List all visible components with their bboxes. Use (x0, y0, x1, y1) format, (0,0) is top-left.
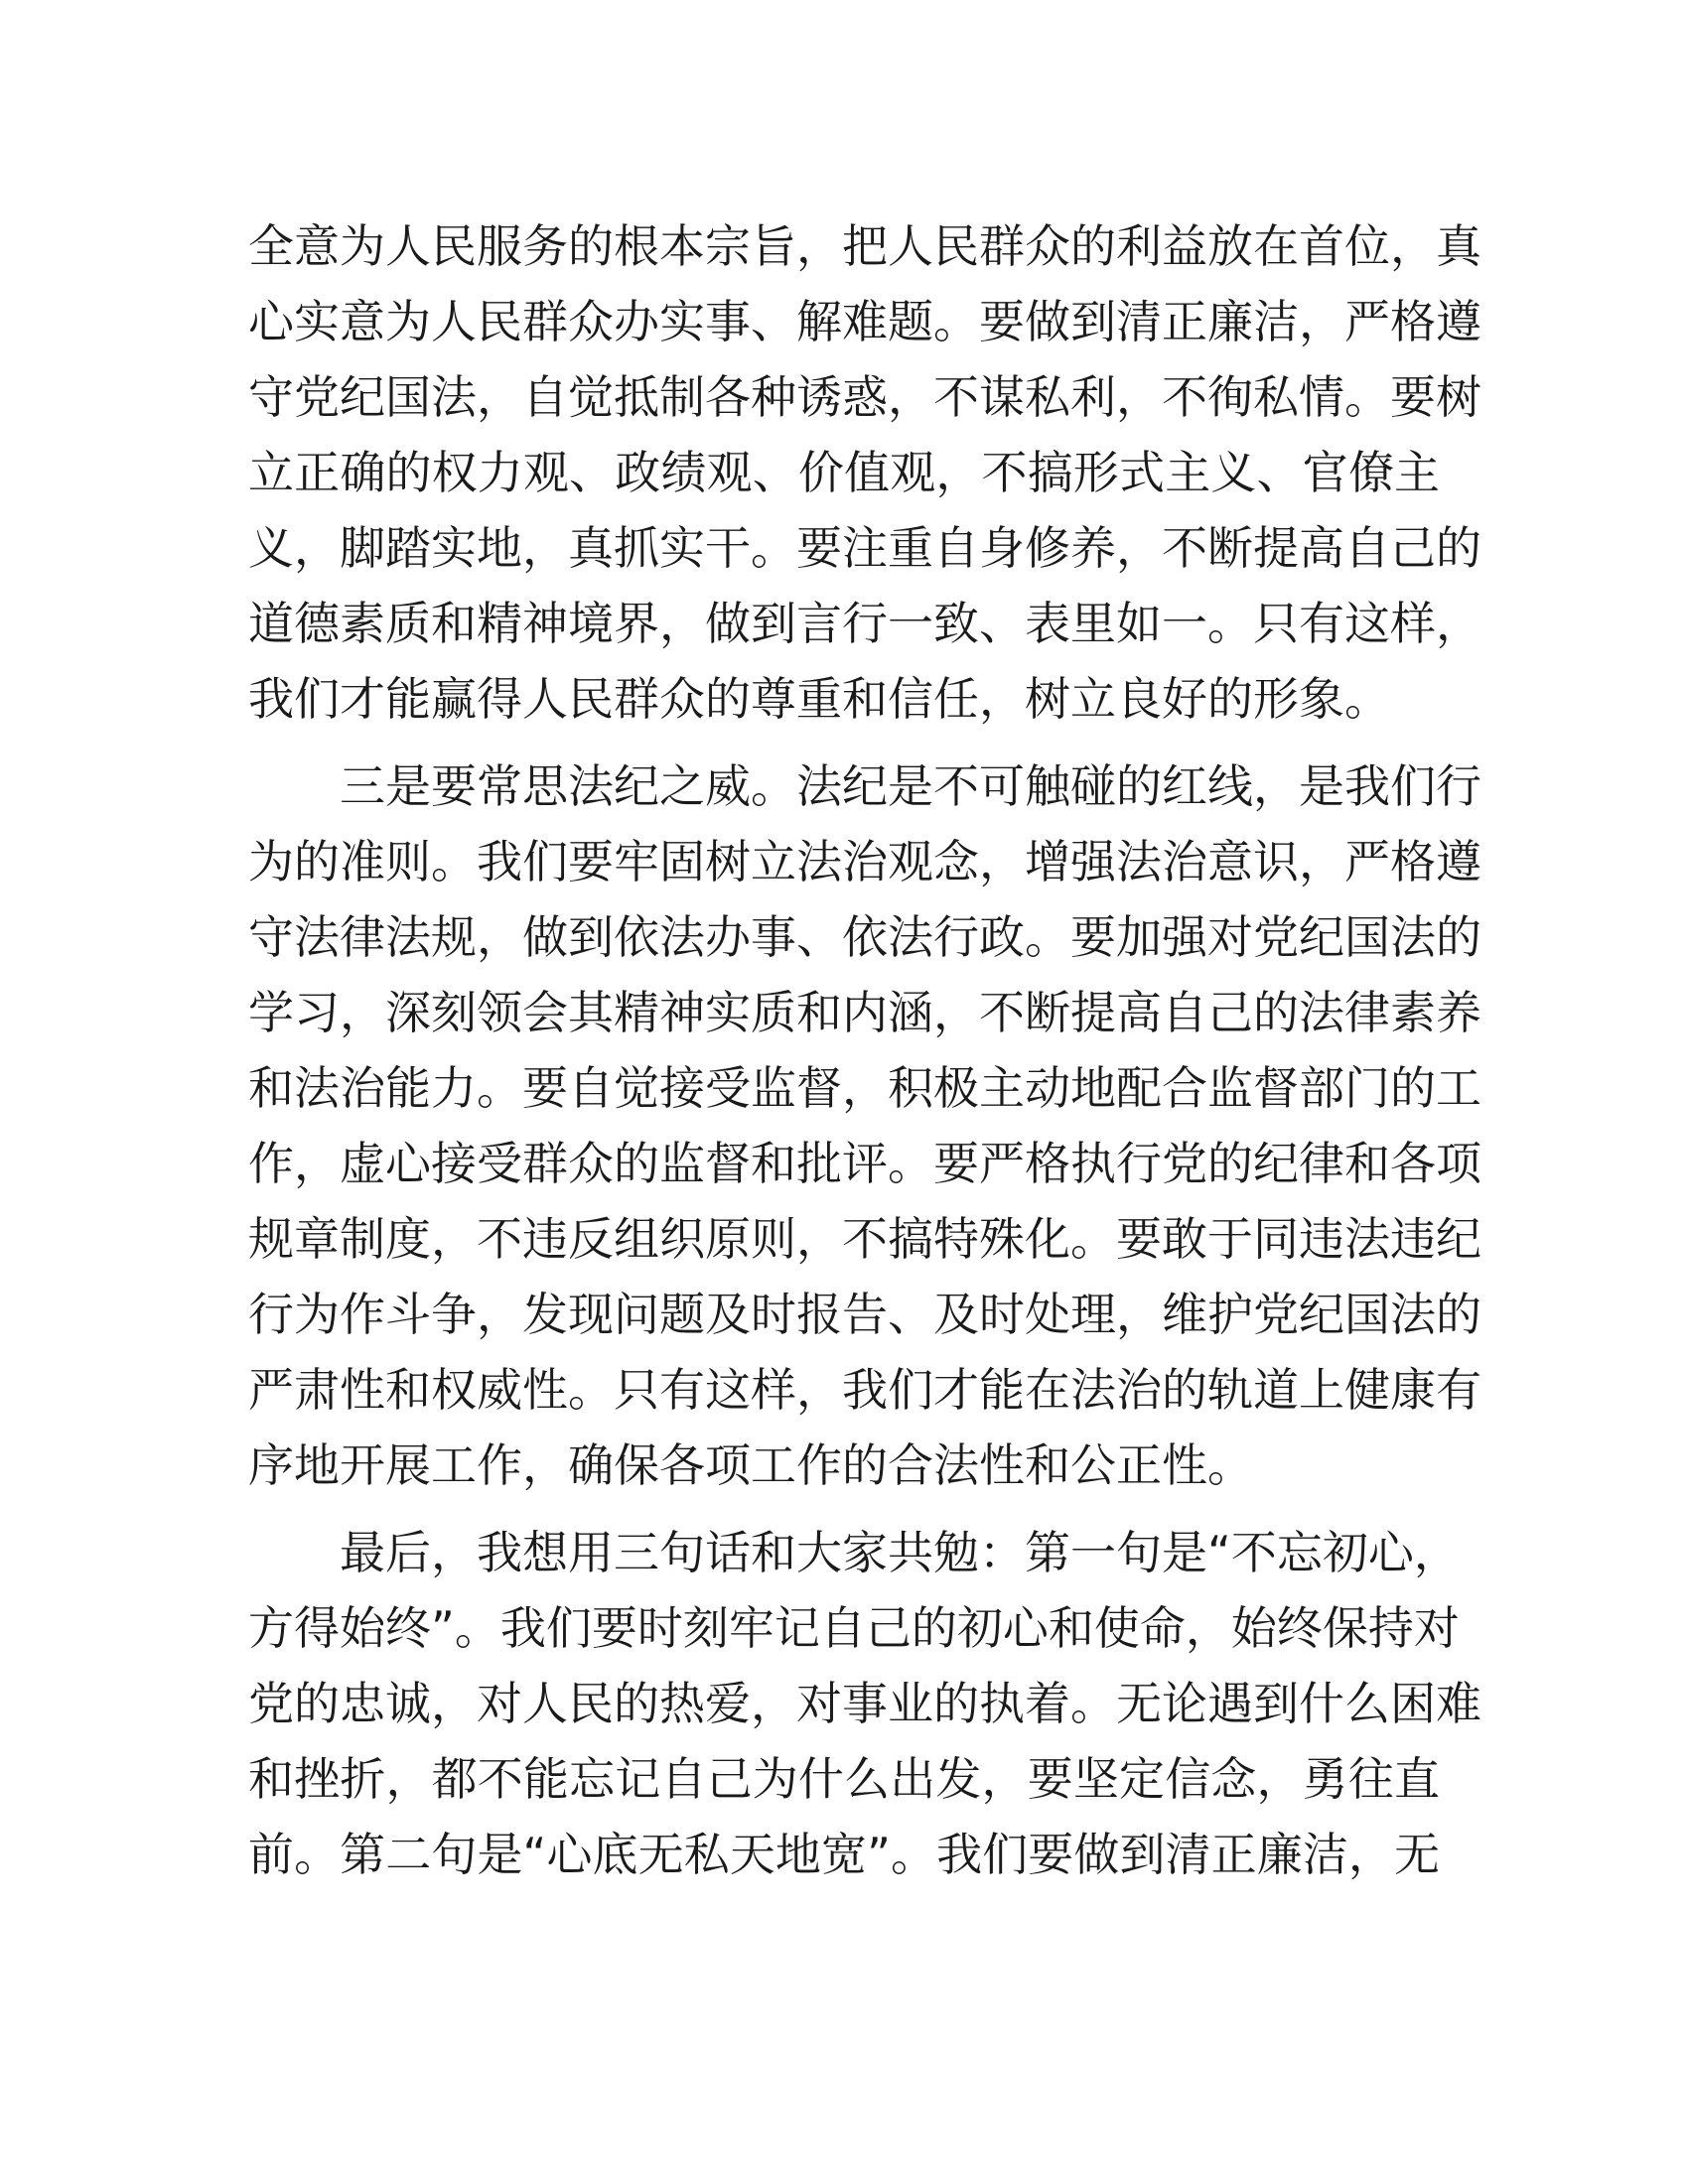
paragraph-line: 立正确的权力观、政绩观、价值观，不搞形式主义、官僚主 (248, 446, 1440, 499)
paragraph-line: 规章制度，不违反组织原则，不搞特殊化。要敢于同违法违纪 (248, 1212, 1481, 1266)
paragraph (248, 208, 1481, 737)
paragraph-line: 党的忠诚，对人民的热爱，对事业的执着。无论遇到什么困难 (248, 1677, 1481, 1730)
paragraph-line: 学习，深刻领会其精神实质和内涵，不断提高自己的法律素养 (248, 986, 1481, 1039)
paragraph (248, 749, 1481, 1503)
paragraph-line: 心实意为人民群众办实事、解难题。要做到清正廉洁，严格遵 (248, 295, 1481, 348)
paragraph-line: 义，脚踏实地，真抓实干。要注重自身修养，不断提高自己的 (248, 521, 1481, 575)
paragraph-line: 前。第二句是“心底无私天地宽”。我们要做到清正廉洁，无 (248, 1828, 1440, 1881)
paragraph-line: 守党纪国法，自觉抵制各种诱惑，不谋私利，不徇私情。要树 (248, 370, 1481, 424)
paragraph-line: 和法治能力。要自觉接受监督，积极主动地配合监督部门的工 (248, 1061, 1481, 1115)
paragraph-line: 序地开展工作，确保各项工作的合法性和公正性。 (248, 1438, 1253, 1492)
paragraph-line: 三是要常思法纪之威。法纪是不可触碰的红线，是我们行 (340, 759, 1481, 813)
paragraph-line: 严肃性和权威性。只有这样，我们才能在法治的轨道上健康有 (248, 1363, 1481, 1417)
paragraph-line: 全意为人民服务的根本宗旨，把人民群众的利益放在首位，真 (248, 219, 1481, 273)
paragraph-line: 和挫折，都不能忘记自己为什么出发，要坚定信念，勇往直 (248, 1752, 1440, 1806)
paragraph-line: 作，虚心接受群众的监督和批评。要严格执行党的纪律和各项 (248, 1137, 1481, 1190)
paragraph (248, 1515, 1481, 1892)
paragraph-line: 我们才能赢得人民群众的尊重和信任，树立良好的形象。 (248, 672, 1390, 726)
paragraph-line: 守法律法规，做到依法办事、依法行政。要加强对党纪国法的 (248, 910, 1481, 964)
paragraph-line: 最后，我想用三句话和大家共勉：第一句是“不忘初心， (340, 1526, 1460, 1579)
paragraph-line: 行为作斗争，发现问题及时报告、及时处理，维护党纪国法的 (248, 1288, 1481, 1341)
document-body (248, 208, 1481, 1904)
paragraph-line: 为的准则。我们要牢固树立法治观念，增强法治意识，严格遵 (248, 835, 1481, 888)
paragraph-line: 方得始终”。我们要时刻牢记自己的初心和使命，始终保持对 (248, 1601, 1460, 1655)
paragraph-line: 道德素质和精神境界，做到言行一致、表里如一。只有这样， (248, 597, 1481, 650)
